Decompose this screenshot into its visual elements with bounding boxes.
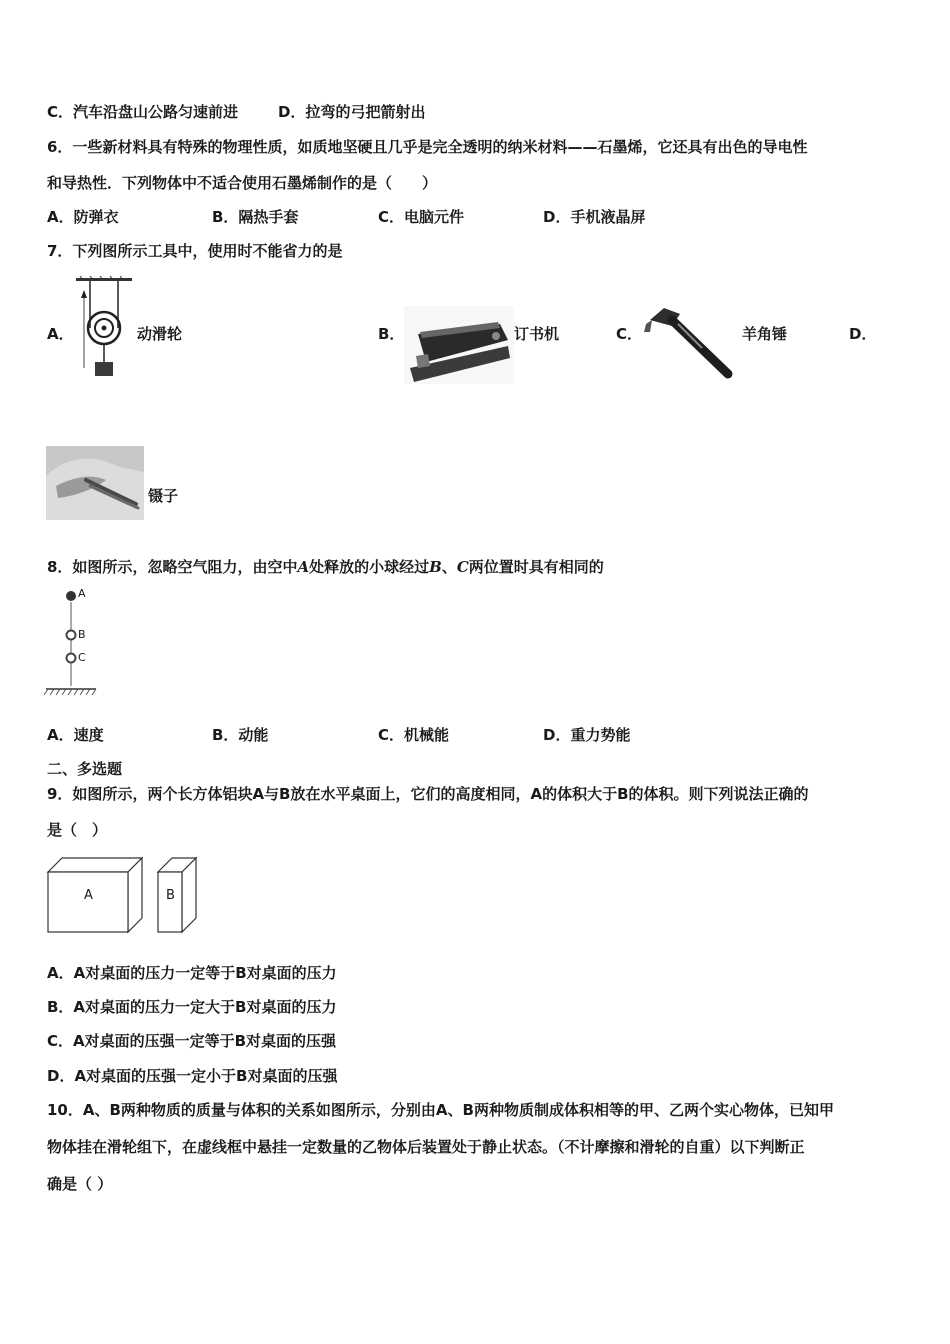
block-a-top [48,858,142,872]
q8-option-d: D．重力势能 [543,726,631,744]
q6-option-c: C．电脑元件 [378,208,465,226]
fig-label-c: C [78,651,86,664]
fig-label-b: B [78,628,86,641]
movable-pulley-image [72,276,136,384]
q7-option-b-letter: B． [378,325,405,343]
q10-stem-line3: 确是（ ） [47,1175,113,1193]
q7-option-d-letter: D． [849,325,877,343]
q9-stem-line2: 是（ ） [47,821,108,839]
q6-option-d: D．手机液晶屏 [543,208,646,226]
q7-stem: 7．下列图所示工具中，使用时不能省力的是 [47,242,343,260]
q7-option-a-label: 动滑轮 [137,325,183,343]
ball-at-c [67,654,76,663]
q9-option-a: A．A对桌面的压力一定等于B对桌面的压力 [47,964,337,982]
q8-stem-point-b: B [429,558,442,576]
fig-label-a: A [78,587,86,600]
falling-ball-figure [44,586,100,698]
q9-option-c: C．A对桌面的压强一定等于B对桌面的压强 [47,1032,337,1050]
block-a-label: A [84,888,93,903]
q7-option-d-label: 镊子 [148,487,179,505]
block-b-label: B [166,888,175,903]
aluminum-blocks-drawing [46,856,204,936]
q8-stem-point-a: A [297,558,310,576]
q9-option-d: D．A对桌面的压强一定小于B对桌面的压强 [47,1067,338,1085]
q6-stem-line2: 和导热性．下列物体中不适合使用石墨烯制作的是（ ） [47,174,438,192]
q8-option-c: C．机械能 [378,726,450,744]
q10-stem-line2: 物体挂在滑轮组下，在虚线框中悬挂一定数量的乙物体后装置处于静止状态。（不计摩擦和滑轮的自重）以下判断正 [47,1138,805,1156]
q6-stem-line1: 6．一些新材料具有特殊的物理性质，如质地坚硬且几乎是完全透明的纳米材料——石墨烯，它还具有出色的导电性 [47,138,808,156]
q5-option-d: D．拉弯的弓把箭射出 [278,103,426,121]
block-a-side [128,858,142,932]
falling-ball-drawing [44,586,100,698]
q7-option-a-letter: A． [47,325,74,343]
claw-hammer-image [642,302,740,384]
q8-stem [47,557,604,577]
q9-stem-line1: 9．如图所示，两个长方体铝块A与B放在水平桌面上，它们的高度相同，A的体积大于B的体积。则下列说法正确的 [47,785,809,803]
stapler-image [404,306,514,384]
block-b-side [182,858,196,932]
section-title: 二、多选题 [47,760,123,778]
q8-stem-mid: 处释放的小球经过 [309,558,430,576]
ball-at-b [67,631,76,640]
q8-stem-sep: 、 [441,558,457,576]
q8-option-b: B．动能 [212,726,269,744]
tweezers-image [46,446,144,520]
q8-stem-prefix: 8．如图所示，忽略空气阻力，由空中 [47,558,298,576]
q7-option-c-letter: C． [616,325,643,343]
q7-option-c-label: 羊角锤 [742,325,788,343]
q10-stem-line1: 10．A、B两种物质的质量与体积的关系如图所示，分别由A、B两种物质制成体积相等的甲、乙两个实心物体，已知甲 [47,1101,834,1119]
q8-stem-suffix: 两位置时具有相同的 [468,558,604,576]
q6-option-a: A．防弹衣 [47,208,119,226]
q8-option-a: A．速度 [47,726,104,744]
q9-option-b: B．A对桌面的压力一定大于B对桌面的压力 [47,998,337,1016]
q7-option-b-label: 订书机 [514,325,560,343]
q6-option-b: B．隔热手套 [212,208,299,226]
q8-stem-point-c: C [456,558,469,576]
ball-at-a [66,591,76,601]
q5-option-c: C．汽车沿盘山公路匀速前进 [47,103,239,121]
aluminum-blocks-figure [46,856,204,936]
ground-hatching [44,689,96,695]
